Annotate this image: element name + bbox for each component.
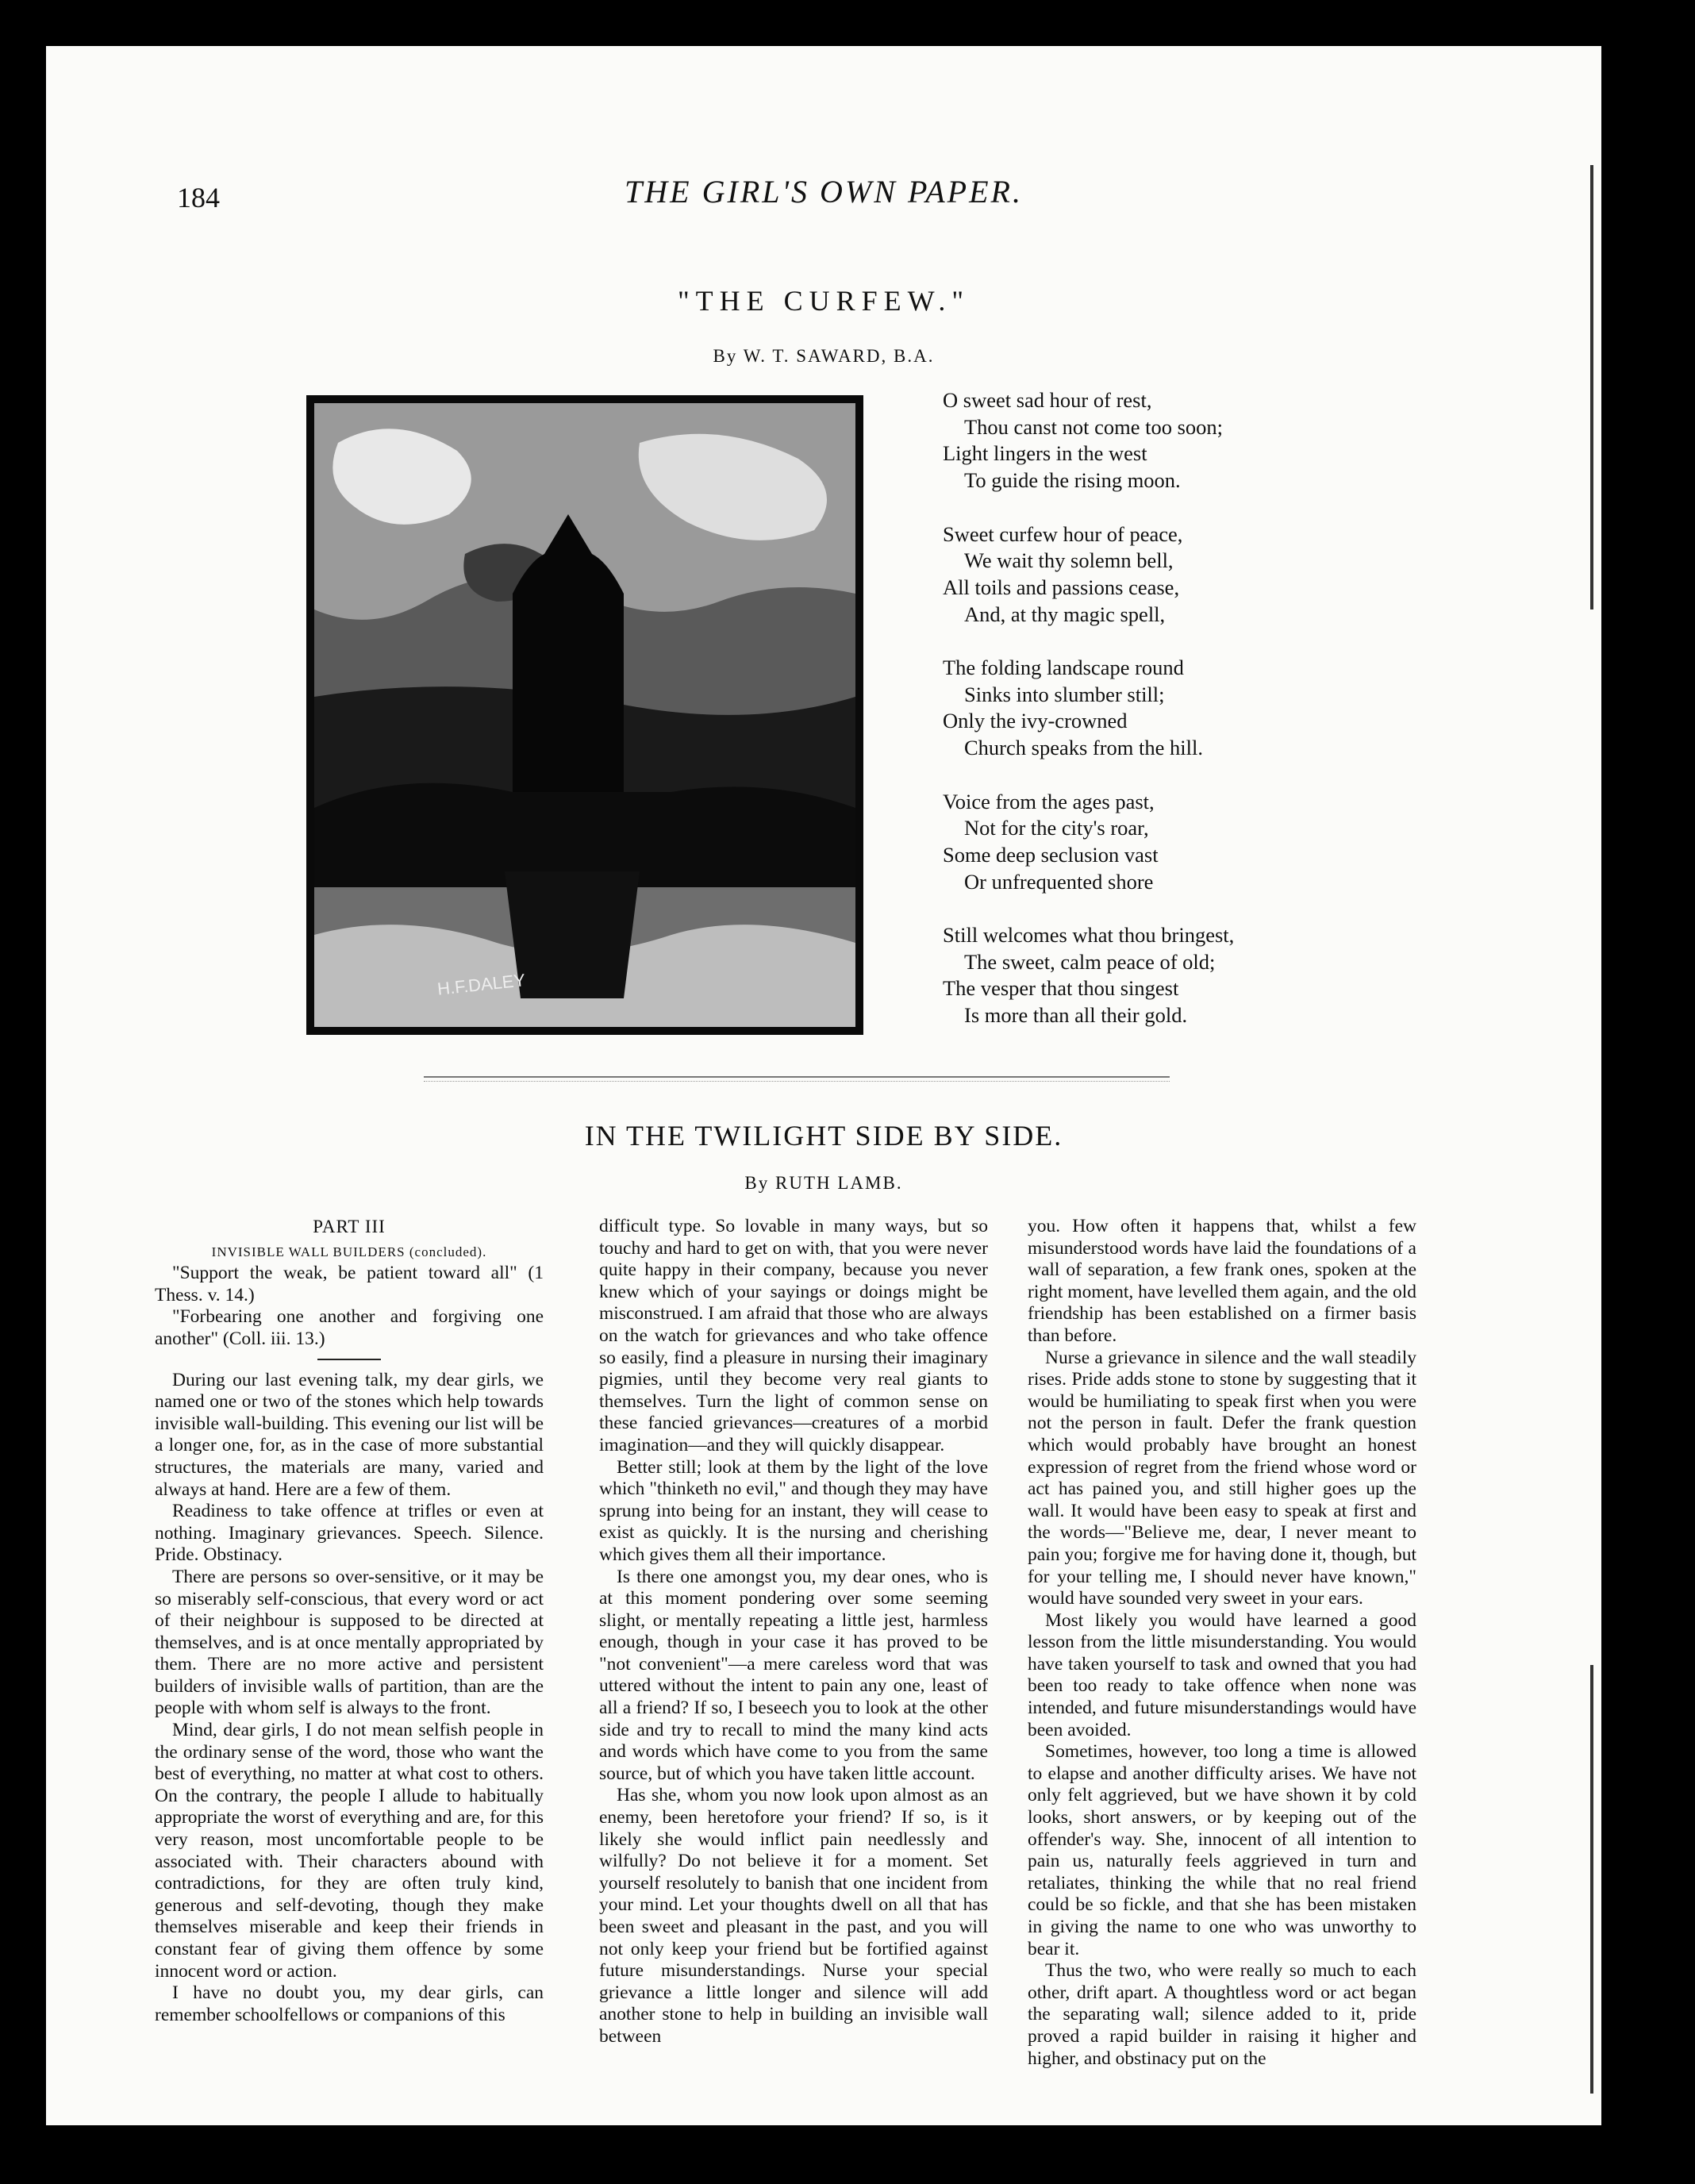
part-heading: PART III [313, 1217, 386, 1236]
binding-edge [1590, 165, 1593, 609]
poem-line: Sweet curfew hour of peace, [943, 521, 1183, 546]
poem-line: O sweet sad hour of rest, [943, 388, 1152, 412]
poem-stanza [943, 655, 1387, 762]
poem-text [943, 387, 1387, 1056]
publication-title: THE GIRL'S OWN PAPER. [625, 174, 1023, 210]
article-paragraph: Thus the two, who were really so much to each other, drift apart. A thoughtless word or act began the separating wall; silence added to it, pride proved a rapid builder in raising it higher and higher, and obstinacy put on the [1028, 1960, 1416, 2069]
article-paragraph: Sometimes, however, too long a time is allowed to elapse and another difficulty arises. We have not only felt aggrieved, but we have shown it by cold looks, short answers, or by keeping out of the offender's way. She, innocent of all intention to pain us, naturally feels aggrieved in turn and retaliates, thinking the while that no real friend could be so fickle, and that she has been mistaken in giving the name to one who was unworthy to bear it. [1028, 1741, 1416, 1959]
epigraph: "Forbearing one another and forgiving one another" (Coll. iii. 13.) [155, 1306, 544, 1349]
epigraph-rule [317, 1359, 381, 1360]
poem-line: Thou canst not come too soon; [964, 414, 1224, 439]
poem-title: "THE CURFEW." [677, 285, 970, 317]
article-column-2 [599, 1216, 988, 2048]
poem-stanza [943, 789, 1387, 896]
poem-line: The vesper that thou singest [943, 976, 1179, 1001]
poem-line: We wait thy solemn bell, [964, 548, 1174, 573]
article-paragraph: you. How often it happens that, whilst a few misunderstood words have laid the foundations of a wall of separation, a few frank ones, spoken at the right moment, have levelled them again, and the old friendship has been established on a firmer basis than before. [1028, 1216, 1416, 1346]
article-title: IN THE TWILIGHT SIDE BY SIDE. [584, 1120, 1063, 1152]
article-paragraph: I have no doubt you, my dear girls, can remember schoolfellows or companions of this [155, 1982, 544, 2025]
epigraph: "Support the weak, be patient toward all" (1 Thess. v. 14.) [155, 1263, 544, 1305]
article-paragraph: Readiness to take offence at trifles or even at nothing. Imaginary grievances. Speech. Silence. Pride. Obstinacy. [155, 1501, 544, 1566]
article-paragraph: difficult type. So lovable in many ways, but so touchy and hard to get on with, that you were never quite happy in their company, because you never knew which of your sayings or doings might be misconstrued. I am afraid that those who are always on the watch for grievances and who take offence so easily, find a pleasure in nursing their imaginary pigmies, until they become very real giants to themselves. Turn the light of common sense on these fancied grievances—creatures of a morbid imagination—and they will quickly disappear. [599, 1216, 988, 1455]
poem-line: The sweet, calm peace of old; [964, 949, 1216, 974]
running-header [46, 173, 1601, 221]
poem-line: Church speaks from the hill. [964, 736, 1204, 760]
page [46, 46, 1601, 2125]
poem-stanza [943, 922, 1387, 1029]
poem-byline: By W. T. SAWARD, B.A. [713, 346, 935, 366]
section-divider-dotted [424, 1081, 1170, 1082]
poem-stanza [943, 387, 1387, 494]
poem-line: Still welcomes what thou bringest, [943, 923, 1235, 947]
part-subheading: INVISIBLE WALL BUILDERS (concluded). [211, 1244, 487, 1259]
article-paragraph: Most likely you would have learned a good lesson from the little misunderstanding. You would have taken yourself to task and owned that you had been too ready to take offence when none was intended, and future misunderstandings would have been avoided. [1028, 1609, 1416, 1740]
article-column-1 [155, 1216, 544, 2026]
article-paragraph: Is there one amongst you, my dear ones, who is at this moment pondering over some seeming slight, or mentally repeating a little jest, harmless enough, though in your case it has proved to be "not convenient"—a mere careless word that was uttered without the intent to pain any one, least of all a friend? If so, I beseech you to look at the other side and try to recall to mind the many kind acts and words which have come to you from the same source, but of which you have taken little account. [599, 1566, 988, 1784]
article-paragraph: During our last evening talk, my dear girls, we named one or two of the stones which help towards invisible wall-building. This evening our list will be a longer one, for, as in the case of more substantial structures, the materials are many, varied and always at hand. Here are a few of them. [155, 1369, 544, 1500]
poem-line: Only the ivy-crowned [943, 709, 1128, 733]
poem-line: Sinks into slumber still; [964, 682, 1165, 706]
poem-line: Is more than all their gold. [964, 1003, 1188, 1028]
article-paragraph: There are persons so over-sensitive, or it may be so miserably self-conscious, that every word or act of their neighbour is supposed to be directed at themselves, and is at once mentally appropriated by them. There are no more active and persistent builders of invisible walls of partition, than are the people with whom self is always to the front. [155, 1566, 544, 1719]
article-paragraph: Mind, dear girls, I do not mean selfish people in the ordinary sense of the word, those who want the best of everything, no matter at what cost to others. On the contrary, the people I allude to habitually appropriate the worst of everything and are, for this very reason, most uncomfortable people to be associated with. Their characters abound with contradictions, for they are often truly kind, generous and self-devoting, though they make themselves miserable and keep their friends in constant fear of giving them offence by some innocent word or action. [155, 1720, 544, 1982]
curfew-illustration [306, 395, 863, 1035]
poem-line: Light lingers in the west [943, 441, 1147, 466]
poem-line: Not for the city's roar, [964, 816, 1149, 840]
poem-line: All toils and passions cease, [943, 575, 1180, 599]
illustration-drawing [306, 395, 863, 1035]
illustrator-signature: H.F.DALEY [436, 970, 527, 999]
page-number: 184 [177, 182, 220, 213]
poem-line: Voice from the ages past, [943, 789, 1155, 813]
poem-line: Or unfrequented shore [964, 869, 1154, 894]
poem-line: Some deep seclusion vast [943, 842, 1159, 867]
poem-line: To guide the rising moon. [964, 468, 1181, 493]
article-paragraph: Better still; look at them by the light of the love which "thinketh no evil," and though they may have sprung into being for an instant, they will cease to exist as quickly. It is the nursing and cherishing which gives them all their importance. [599, 1456, 988, 1565]
binding-edge [1590, 1665, 1593, 2094]
article-column-3 [1028, 1216, 1416, 2070]
section-divider [424, 1076, 1170, 1078]
poem-line: The folding landscape round [943, 656, 1184, 679]
article-paragraph: Nurse a grievance in silence and the wall steadily rises. Pride adds stone to stone by suggesting that it would be humiliating to speak first when you were not the person in fault. Defer the frank question which would probably have brought an honest expression of regret from the friend whose word or act has pained you, and still higher goes up the wall. It would have been easy to speak at first and the words—"Believe me, dear, I never meant to pain you; forgive me for having done it, though, but for your telling me, I should never have known," would have sounded very sweet in your ears. [1028, 1347, 1416, 1609]
poem-stanza [943, 521, 1387, 629]
article-paragraph: Has she, whom you now look upon almost as an enemy, been heretofore your friend? If so, is it likely she would inflict pain needlessly and wilfully? Do not believe it for a moment. Set yourself resolutely to banish that one incident from your mind. Let your thoughts dwell on all that has been sweet and pleasant in the past, and you will not only keep your friend but be fortified against future misunderstandings. Nurse your special grievance a little longer and silence will add another stone to help in building an invisible wall between [599, 1785, 988, 2047]
article-byline: By RUTH LAMB. [744, 1173, 903, 1193]
poem-line: And, at thy magic spell, [964, 602, 1166, 626]
